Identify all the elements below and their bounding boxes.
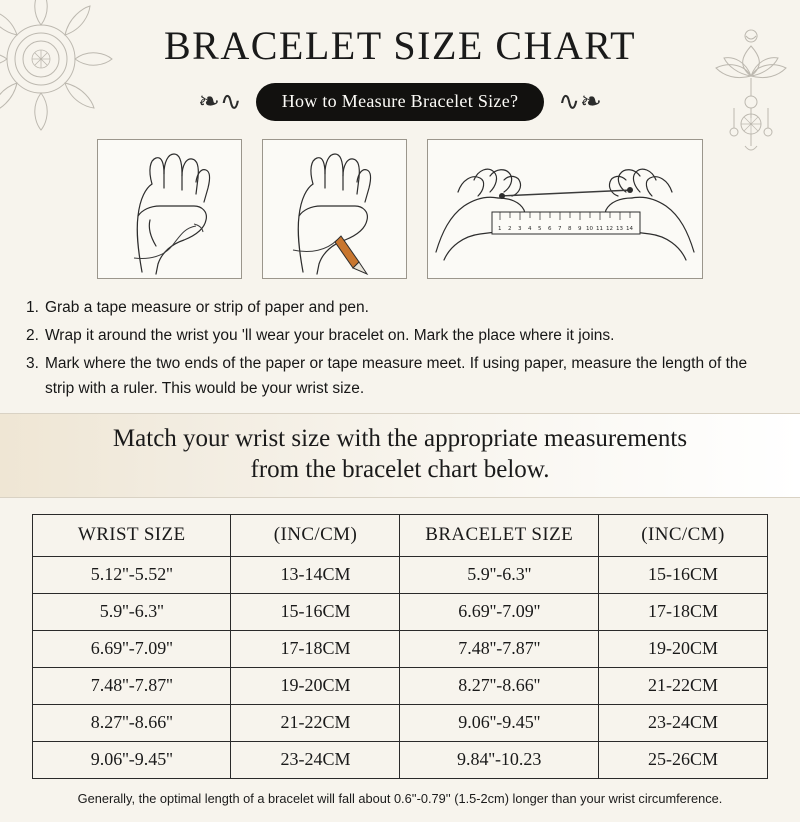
cell-bracelet-inch: 7.48''-7.87'' bbox=[400, 631, 598, 668]
list-item bbox=[26, 323, 774, 348]
cell-wrist-cm: 21-22CM bbox=[231, 705, 400, 742]
instruction-steps bbox=[26, 295, 774, 401]
cell-wrist-cm: 15-16CM bbox=[231, 594, 400, 631]
svg-text:13: 13 bbox=[616, 226, 623, 232]
cell-bracelet-cm: 17-18CM bbox=[598, 594, 767, 631]
cell-wrist-inch: 9.06''-9.45'' bbox=[33, 742, 231, 779]
cell-bracelet-cm: 23-24CM bbox=[598, 705, 767, 742]
cell-bracelet-inch: 5.9''-6.3'' bbox=[400, 557, 598, 594]
cell-wrist-inch: 5.12''-5.52'' bbox=[33, 557, 231, 594]
step-text: Grab a tape measure or strip of paper and pen. bbox=[44, 299, 369, 316]
banner-line-1: Match your wrist size with the appropriate measurements bbox=[112, 425, 688, 453]
swirl-right-icon: ∿❧ bbox=[558, 87, 602, 117]
table-header-row bbox=[33, 515, 768, 557]
step-text: Mark where the two ends of the paper or tape measure meet. If using paper, measure the length of the strip with a ruler. This would be your wrist size. bbox=[44, 355, 748, 398]
column-header-bracelet-units: (INC/CM) bbox=[598, 515, 767, 557]
svg-text:14: 14 bbox=[626, 226, 633, 232]
list-item bbox=[26, 351, 774, 401]
cell-bracelet-inch: 9.06''-9.45'' bbox=[400, 705, 598, 742]
svg-text:11: 11 bbox=[596, 226, 603, 232]
banner-line-2: from the bracelet chart below. bbox=[250, 455, 550, 483]
page-title: BRACELET SIZE CHART bbox=[163, 23, 637, 68]
subtitle-row bbox=[0, 83, 800, 121]
subtitle-pill: How to Measure Bracelet Size? bbox=[256, 83, 545, 121]
table-row bbox=[33, 705, 768, 742]
svg-text:2: 2 bbox=[508, 226, 512, 232]
svg-text:4: 4 bbox=[528, 226, 532, 232]
cell-wrist-cm: 17-18CM bbox=[231, 631, 400, 668]
step-text: Wrap it around the wrist you 'll wear your bracelet on. Mark the place where it joins. bbox=[44, 327, 615, 345]
cell-bracelet-inch: 9.84''-10.23 bbox=[400, 742, 598, 779]
table-row bbox=[33, 594, 768, 631]
cell-wrist-cm: 13-14CM bbox=[231, 557, 400, 594]
column-header-wrist-size: WRIST SIZE bbox=[33, 515, 231, 557]
match-size-banner bbox=[0, 413, 800, 498]
hands-measuring-strip-with-ruler-illustration bbox=[427, 139, 703, 279]
step-number: 1. bbox=[26, 299, 39, 316]
list-item bbox=[26, 295, 774, 320]
cell-bracelet-cm: 15-16CM bbox=[598, 557, 767, 594]
cell-wrist-cm: 19-20CM bbox=[231, 668, 400, 705]
cell-wrist-inch: 8.27''-8.66'' bbox=[33, 705, 231, 742]
svg-text:8: 8 bbox=[568, 226, 572, 232]
column-header-bracelet-size: BRACELET SIZE bbox=[400, 515, 598, 557]
cell-bracelet-inch: 6.69''-7.09'' bbox=[400, 594, 598, 631]
table-row bbox=[33, 631, 768, 668]
svg-text:5: 5 bbox=[538, 226, 542, 232]
svg-text:12: 12 bbox=[606, 226, 613, 232]
step-number: 3. bbox=[26, 355, 39, 373]
size-chart-table bbox=[32, 514, 768, 779]
swirl-left-icon: ❧∿ bbox=[198, 87, 242, 117]
table-row bbox=[33, 557, 768, 594]
cell-bracelet-cm: 21-22CM bbox=[598, 668, 767, 705]
cell-wrist-inch: 5.9''-6.3'' bbox=[33, 594, 231, 631]
svg-text:6: 6 bbox=[548, 226, 552, 232]
cell-bracelet-cm: 19-20CM bbox=[598, 631, 767, 668]
cell-wrist-inch: 6.69''-7.09'' bbox=[33, 631, 231, 668]
cell-bracelet-cm: 25-26CM bbox=[598, 742, 767, 779]
table-row bbox=[33, 668, 768, 705]
table-row bbox=[33, 742, 768, 779]
svg-text:3: 3 bbox=[518, 226, 522, 232]
column-header-wrist-units: (INC/CM) bbox=[231, 515, 400, 557]
svg-text:1: 1 bbox=[498, 226, 502, 232]
footnote: Generally, the optimal length of a bracelet will fall about 0.6''-0.79'' (1.5-2cm) longer than your wrist circumference. bbox=[77, 791, 723, 807]
hand-with-tape-measure-illustration bbox=[97, 139, 242, 279]
cell-wrist-inch: 7.48''-7.87'' bbox=[33, 668, 231, 705]
svg-text:9: 9 bbox=[578, 226, 582, 232]
step-number: 2. bbox=[26, 327, 39, 345]
illustration-row bbox=[0, 139, 800, 279]
svg-text:10: 10 bbox=[586, 226, 593, 232]
hand-marking-paper-strip-illustration bbox=[262, 139, 407, 279]
cell-wrist-cm: 23-24CM bbox=[231, 742, 400, 779]
svg-text:7: 7 bbox=[558, 226, 562, 232]
cell-bracelet-inch: 8.27''-8.66'' bbox=[400, 668, 598, 705]
